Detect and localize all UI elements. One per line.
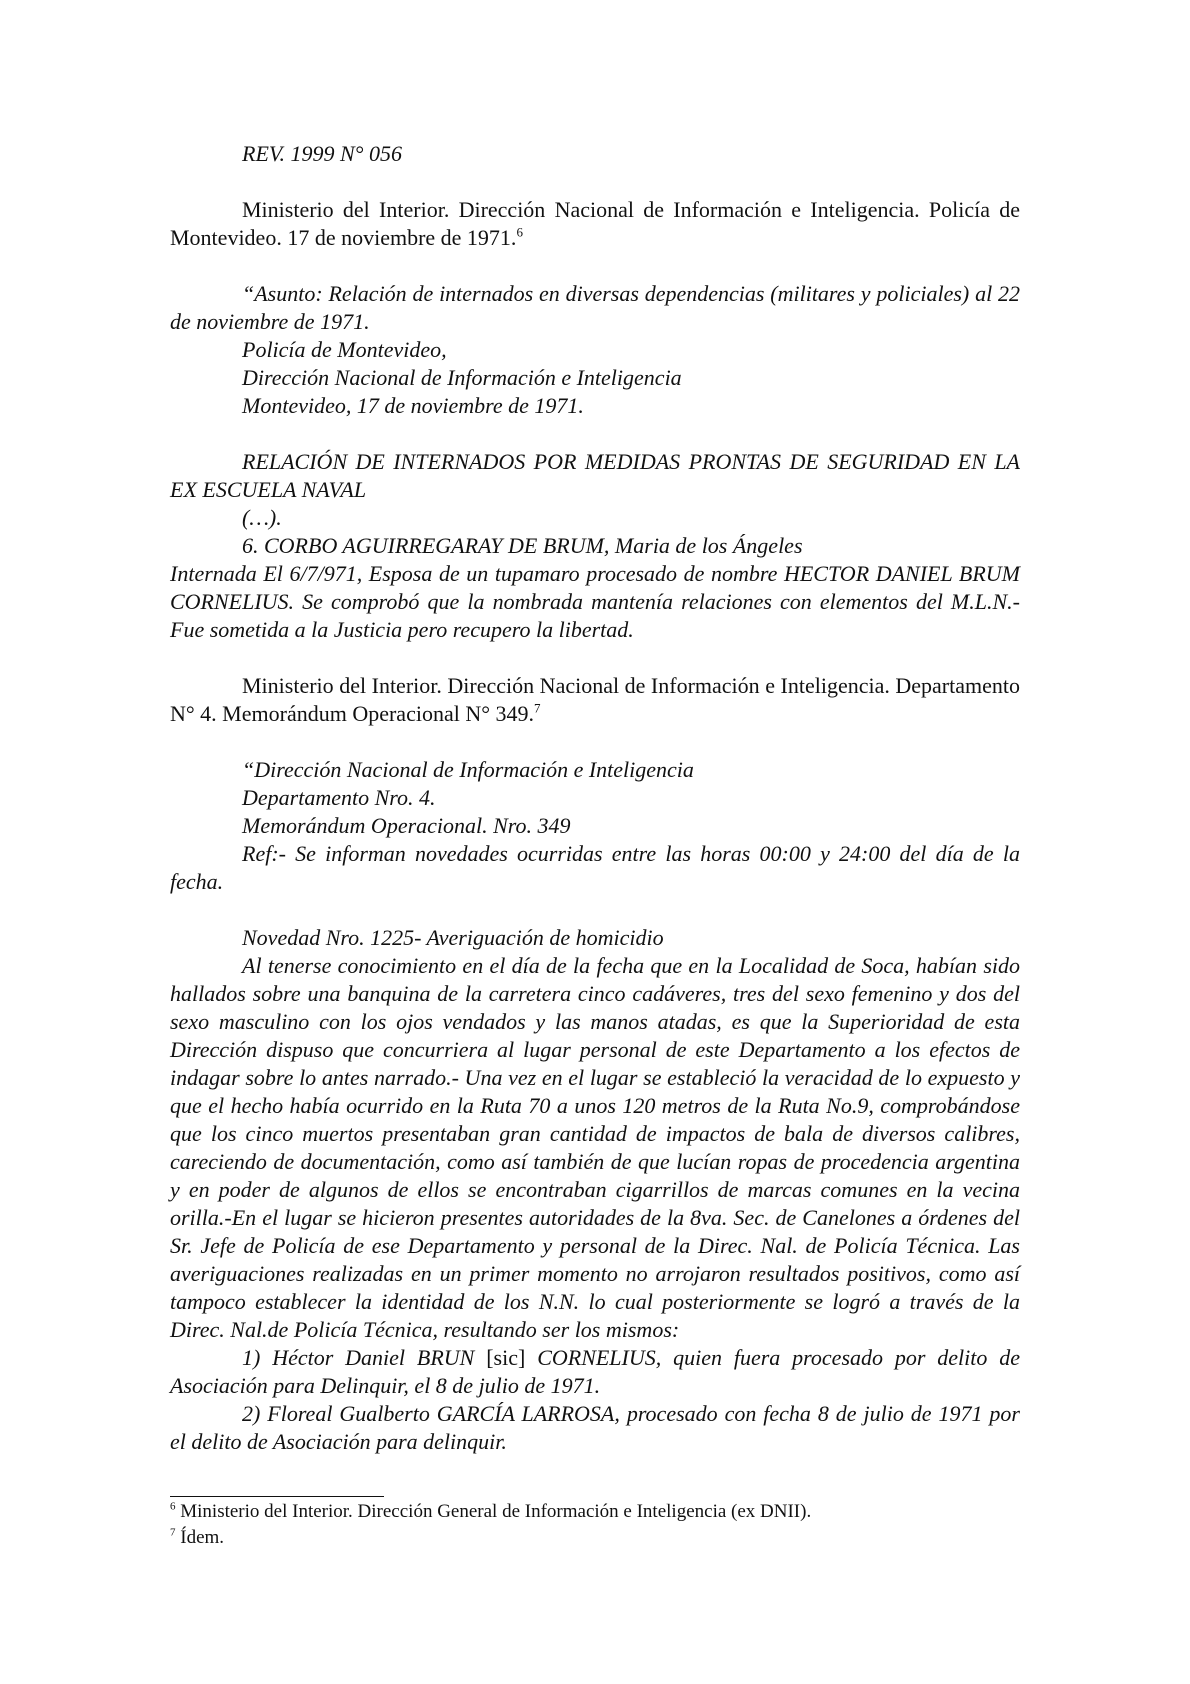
source-citation-1 (170, 196, 1020, 252)
internado-detail: Internada El 6/7/971, Esposa de un tupamaro procesado de nombre HECTOR DANIEL BRUM CORNELIUS. Se comprobó que la nombrada mantenía relaciones con elementos del M.L.N.- Fue sometida a la Justicia pero recupero la libertad. (170, 561, 1020, 642)
sic-note: [sic] (486, 1345, 526, 1370)
footnote-6 (170, 1500, 1020, 1524)
victim-item-1-rest: CORNELIUS, quien fuera procesado por delito de Asociación para Delinquir, el 8 de julio de 1971. (170, 1345, 1021, 1398)
source-citation-2 (170, 672, 1020, 728)
source-citation-2-text: Ministerio del Interior. Dirección Nacional de Información e Inteligencia. Departamento N° 4. Memorándum Operacional N° 349. (170, 673, 1020, 726)
memo-line-3: Montevideo, 17 de noviembre de 1971. (242, 393, 584, 418)
footnote-divider (170, 1496, 384, 1497)
memo2-line-2: Departamento Nro. 4. (242, 785, 436, 810)
footnote-7-number: 7 (170, 1526, 176, 1539)
ellipsis-line: (…). (242, 505, 282, 530)
document-body (170, 140, 1020, 1456)
footnote-7-text: Ídem. (180, 1527, 225, 1548)
victim-item-1 (170, 1344, 1020, 1400)
footnote-ref-6: 6 (516, 224, 523, 240)
victim-item-1-name: 1) Héctor Daniel BRUN (242, 1345, 475, 1370)
footnote-ref-7: 7 (534, 700, 541, 716)
internado-item: 6. CORBO AGUIRREGARAY DE BRUM, Maria de los Ángeles (242, 533, 803, 558)
memo2-line-3: Memorándum Operacional. Nro. 349 (242, 813, 571, 838)
document-code: REV. 1999 N° 056 (242, 141, 402, 166)
memo-line-2: Dirección Nacional de Información e Inteligencia (242, 365, 682, 390)
source-citation-1-text: Ministerio del Interior. Dirección Nacional de Información e Inteligencia. Policía de Montevideo. 17 de noviembre de 1971. (170, 197, 1020, 250)
victim-item-2: 2) Floreal Gualberto GARCÍA LARROSA, procesado con fecha 8 de julio de 1971 por el delito de Asociación para delinquir. (170, 1401, 1020, 1454)
memo2-line-1: “Dirección Nacional de Información e Inteligencia (242, 757, 694, 782)
footnote-6-text: Ministerio del Interior. Dirección General de Información e Inteligencia (ex DNII). (180, 1501, 812, 1522)
footnote-7 (170, 1526, 1020, 1550)
novedad-body: Al tenerse conocimiento en el día de la fecha que en la Localidad de Soca, habían sido hallados sobre una banquina de la carretera cinco cadáveres, tres del sexo femenino y dos del sexo masculino con los ojos vendados y las manos atadas, es que la Superioridad de esta Dirección dispuso que concurriera al lugar personal de este Departamento a los efectos de indagar sobre lo antes narrado.- Una vez en el lugar se estableció la veracidad de lo expuesto y que el hecho había ocurrido en la Ruta 70 a unos 120 metros de la Ruta No.9, comprobándose que los cinco muertos presentaban gran cantidad de impactos de bala de diversos calibres, careciendo de documentación, como así también de que lucían ropas de procedencia argentina y en poder de algunos de ellos se encontraban cigarrillos de marcas comunes en la vecina orilla.-En el lugar se hicieron presentes autoridades de la 8va. Sec. de Canelones a órdenes del Sr. Jefe de Policía de ese Departamento y personal de la Direc. Nal. de Policía Técnica. Las averiguaciones realizadas en un primer momento no arrojaron resultados positivos, como así tampoco establecer la identidad de los N.N. lo cual posteriormente se logró a través de la Direc. Nal.de Policía Técnica, resultando ser los mismos: (170, 953, 1020, 1342)
footnote-6-number: 6 (170, 1500, 176, 1513)
memo2-ref: Ref:- Se informan novedades ocurridas entre las horas 00:00 y 24:00 del día de la fecha. (170, 841, 1020, 894)
relacion-heading: RELACIÓN DE INTERNADOS POR MEDIDAS PRONTAS DE SEGURIDAD EN LA EX ESCUELA NAVAL (170, 449, 1020, 502)
memo-line-1: Policía de Montevideo, (242, 337, 447, 362)
novedad-title: Novedad Nro. 1225- Averiguación de homicidio (242, 925, 664, 950)
asunto-line: “Asunto: Relación de internados en diversas dependencias (militares y policiales) al 22 de noviembre de 1971. (170, 281, 1020, 334)
